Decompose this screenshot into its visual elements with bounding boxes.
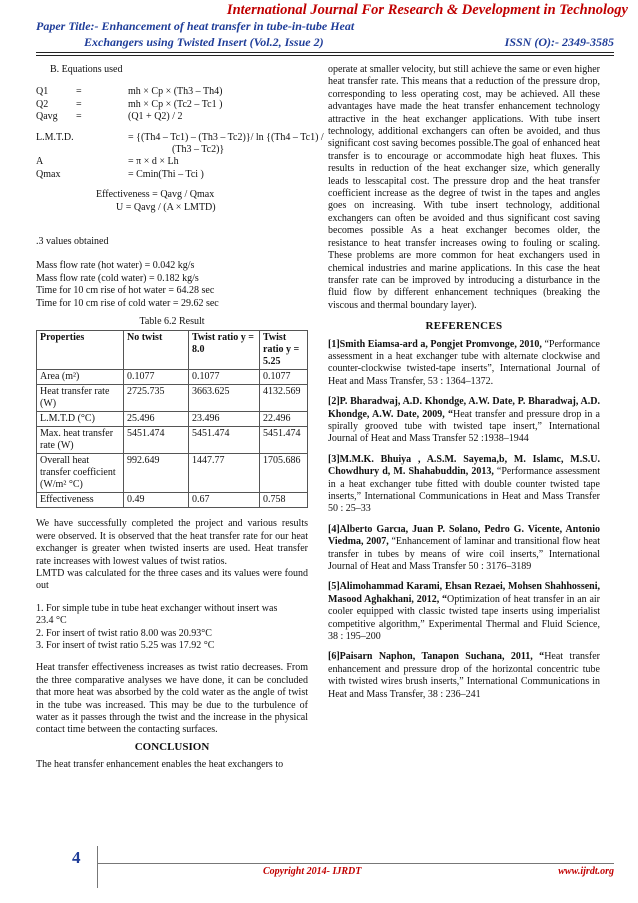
table-row	[37, 454, 308, 493]
lmtd-rhs-2: (Th3 – Tc2)}	[172, 143, 225, 155]
qmax-lhs: Qmax	[36, 168, 61, 180]
reference-authors: [1]Smith Eiamsa-ard a, Pongjet Promvonge, 2010,	[328, 338, 542, 350]
table-cell: 25.496	[124, 412, 189, 427]
reference-authors: [5]Alimohammad Karami, Ehsan Rezaei, Mohsen Shahhosseni, Masood Aghakhani, 2012, “	[328, 581, 600, 605]
lmtd-lhs: L.M.T.D.	[36, 131, 74, 143]
hot-flow: Mass flow rate (hot water) = 0.042 kg/s	[36, 260, 195, 272]
reference-authors: [4]Alberto Garcıa, Juan P. Solano, Pedro G. Vicente, Antonio Viedma, 2007,	[328, 523, 600, 548]
reference-text: “Performance assessment in a heat exchanger tube with alternate clockwise and counter-clockwise twisted-tape inserts”, International Journal of Heat and Mass Transfer, 53 : 1364–1372.	[328, 338, 600, 387]
paper-title-line-2: Exchangers using Twisted Insert (Vol.2, Issue 2)	[84, 35, 324, 49]
q2-lhs: Q2	[36, 98, 49, 110]
reference-item	[328, 651, 600, 701]
table-cell: Effectiveness	[37, 493, 124, 508]
table-cell: 5451.474	[260, 427, 308, 454]
table-cell: Overall heat transfer coefficient (W/m² °C)	[37, 454, 124, 493]
a-rhs: = π × d × Lh	[128, 156, 179, 168]
table-cell: 1705.686	[260, 454, 308, 493]
table-cell: 5451.474	[124, 427, 189, 454]
table-cell: Heat transfer rate (W)	[37, 385, 124, 412]
q2-eq: =	[76, 98, 82, 110]
reference-text: Heat transfer and pressure drop in a spirally grooved tube with twisted tape insert,” International Journal of Heat and Mass Transfer 52 :1938–1944	[328, 408, 600, 445]
lmtd-item-2: 2. For insert of twist ratio 8.00 was 20.93°C	[36, 627, 212, 639]
table-caption: Table 6.2 Result	[139, 315, 205, 327]
reference-text: Heat transfer enhancement and pressure drop of the horizontal concentric tube with twisted wires brush inserts,” International Communications in Heat and Mass Transfer, 38 : 236–241	[328, 651, 600, 700]
q1-rhs: mh × Cp × (Th3 – Th4)	[128, 86, 223, 98]
lmtd-rhs-1: = {(Th4 – Tc1) – (Th3 – Tc2)}/ ln {(Th4 – Tc1) /	[128, 131, 324, 143]
q1-lhs: Q1	[36, 86, 49, 98]
table-row	[37, 493, 308, 508]
reference-authors: [6]Paisarn Naphon, Tanapon Suchana, 2011, “	[328, 651, 545, 663]
issn: ISSN (O):- 2349-3585	[504, 35, 614, 49]
table-header: Properties	[37, 331, 124, 370]
equation-qavg	[36, 111, 308, 123]
table-cell: 2725.735	[124, 385, 189, 412]
reference-item	[328, 339, 600, 389]
website-link[interactable]: www.ijrdt.org	[558, 866, 614, 877]
table-header: No twist	[124, 331, 189, 370]
header-rule-bottom	[36, 55, 614, 56]
values-heading: .3 values obtained	[36, 235, 109, 247]
right-column	[328, 64, 600, 709]
table-row	[37, 385, 308, 412]
table-row	[37, 412, 308, 427]
q1-eq: =	[76, 86, 82, 98]
equation-qmax	[36, 169, 308, 181]
qmax-rhs: = Cmin(Thi – Tci )	[128, 168, 204, 180]
conclusion-paragraph: operate at smaller velocity, but still achieve the same or even higher heat transfer rate. This means that a reduction of the pressure drop, corresponding to less operating cost, may be achieved. All these advantages have made the heat transfer enhancement technology attractive in the heat exchanger applications. With tube insert technology, additional exchangers can often be avoided, and thus significant cost saving becomes possible.The goal of enhanced heat transfer is to encourage or accommodate high heat fluxes. This results in reduction of the heat exchanger size, which generally leads to lesscapital cost. The pressure drop and the heat transfer coefficient increase as the degree of twist in the tapes and angles goes on increasing. With tube insert technology, additional exchangers can often be avoided and thus significant cost saving becomes possible As a heat exchanger becomes older, the resistance to heat transfer increases owing to fouling or scaling. These problems are more common for heat exchangers used in chemical industries and marine applications. In this case the heat transfer rate can be improved by introducing a disturbance in the fluid flow by different enhancement techniques (breaking the viscous and thermal boundary layer).	[328, 64, 600, 311]
lmtd-item-1-value: 23.4 °C	[36, 615, 67, 627]
table-cell: 23.496	[189, 412, 260, 427]
reference-item	[328, 396, 600, 446]
table-header: Twist ratio y = 8.0	[189, 331, 260, 370]
equations-heading: B. Equations used	[50, 64, 123, 75]
conclusion-heading: CONCLUSION	[134, 740, 210, 753]
journal-title: International Journal For Research & Development in Technology	[226, 2, 628, 18]
table-cell: Area (m²)	[37, 370, 124, 385]
references-heading: REFERENCES	[425, 320, 503, 333]
reference-item	[328, 524, 600, 574]
lmtd-item-3: 3. For insert of twist ratio 5.25 was 17.92 °C	[36, 640, 215, 652]
table-header: Twist ratio y = 5.25	[260, 331, 308, 370]
reference-item	[328, 581, 600, 643]
a-lhs: A	[36, 156, 44, 168]
q2-rhs: mh × Cp × (Tc2 – Tc1 )	[128, 98, 223, 110]
table-row	[37, 370, 308, 385]
reference-text: Optimization of heat transfer in an air cooler equipped with classic twisted tape inserts using imperialist competitive algorithm,” Experimental Thermal and Fluid Science, 38 : 195–200	[328, 593, 600, 643]
equation-lmtd	[36, 131, 324, 144]
cold-flow: Mass flow rate (cold water) = 0.182 kg/s	[36, 272, 199, 284]
table-cell: 22.496	[260, 412, 308, 427]
table-cell: 0.758	[260, 493, 308, 508]
equation-q2	[36, 99, 308, 111]
table-cell: 0.1077	[124, 370, 189, 385]
table-cell: 0.67	[189, 493, 260, 508]
table-cell: 5451.474	[189, 427, 260, 454]
footer-rule	[98, 863, 614, 864]
paper-title-line-1: Paper Title:- Enhancement of heat transfer in tube-in-tube Heat	[36, 19, 355, 33]
copyright: Copyright 2014- IJRDT	[263, 866, 362, 877]
header-rule-top	[36, 52, 614, 53]
result-table	[36, 330, 308, 508]
effectiveness-paragraph: Heat transfer effectiveness increases as twist ratio decreases. From the three comparative analyses we have done, it can be concluded that more heat was absorbed by the cold water as the angle of twist in the tube was increased. This may be due to the turbulence of water as it passes through the twist and the increase in the physical contact time between the contacting surfaces.	[36, 662, 308, 736]
table-cell: 0.1077	[189, 370, 260, 385]
table-cell: 3663.625	[189, 385, 260, 412]
lmtd-item-1: 1. For simple tube in tube heat exchanger without insert was	[36, 602, 278, 614]
qavg-lhs: Qavg	[36, 111, 58, 123]
u-equation: U = Qavg / (A × LMTD)	[116, 201, 216, 213]
table-cell: 992.649	[124, 454, 189, 493]
lmtd-paragraph: LMTD was calculated for the three cases and its values were found out	[36, 568, 308, 592]
equation-q1	[36, 86, 308, 98]
table-cell: L.M.T.D (°C)	[37, 412, 124, 427]
qavg-rhs: (Q1 + Q2) / 2	[128, 111, 183, 123]
table-cell: 1447.77	[189, 454, 260, 493]
page-number: 4	[72, 848, 81, 867]
equation-lmtd-cont	[36, 144, 308, 156]
equation-area	[36, 156, 308, 168]
table-cell: Max. heat transfer rate (W)	[37, 427, 124, 454]
qavg-eq: =	[76, 111, 82, 123]
reference-text: “Enhancement of laminar and transitional flow heat transfer in tubes by means of wire coil inserts,” International Journal of Heat and Mass Transfer 50 : 3176–3189	[328, 536, 600, 573]
time-cold: Time for 10 cm rise of cold water = 29.62 sec	[36, 297, 219, 309]
effectiveness-equation: Effectiveness = Qavg / Qmax	[96, 189, 215, 201]
table-cell: 4132.569	[260, 385, 308, 412]
table-cell: 0.49	[124, 493, 189, 508]
conclusion-start: The heat transfer enhancement enables the heat exchangers to	[36, 759, 284, 771]
reference-authors: [2]P. Bharadwaj, A.D. Khondge, A.W. Date, P. Bharadwaj, A.D. Khondge, A.W. Date, 2009, “	[328, 396, 600, 420]
table-row	[37, 427, 308, 454]
results-paragraph: We have successfully completed the project and various results were observed. It is observed that the heat transfer rate for our heat exchanger is greater when twisted inserts are used. Heat transfer rate increases with lowest values of twist ratios.	[36, 518, 308, 567]
left-column	[36, 64, 324, 772]
table-cell: 0.1077	[260, 370, 308, 385]
table-header-row	[37, 331, 308, 370]
footer-divider-vertical	[97, 846, 98, 888]
time-hot: Time for 10 cm rise of hot water = 64.28 sec	[36, 285, 215, 297]
reference-authors: [3]M.M.K. Bhuiya , A.S.M. Sayema,b, M. Islamc, M.S.U. Chowdhury d, M. Shahabuddin, 2013,	[328, 453, 600, 478]
reference-item	[328, 454, 600, 516]
reference-text: “Performance assessment in a heat exchanger tube fitted with double counter twisted tape inserts,” International Communications in Heat and Mass Transfer 50 : 25–33	[328, 466, 600, 515]
